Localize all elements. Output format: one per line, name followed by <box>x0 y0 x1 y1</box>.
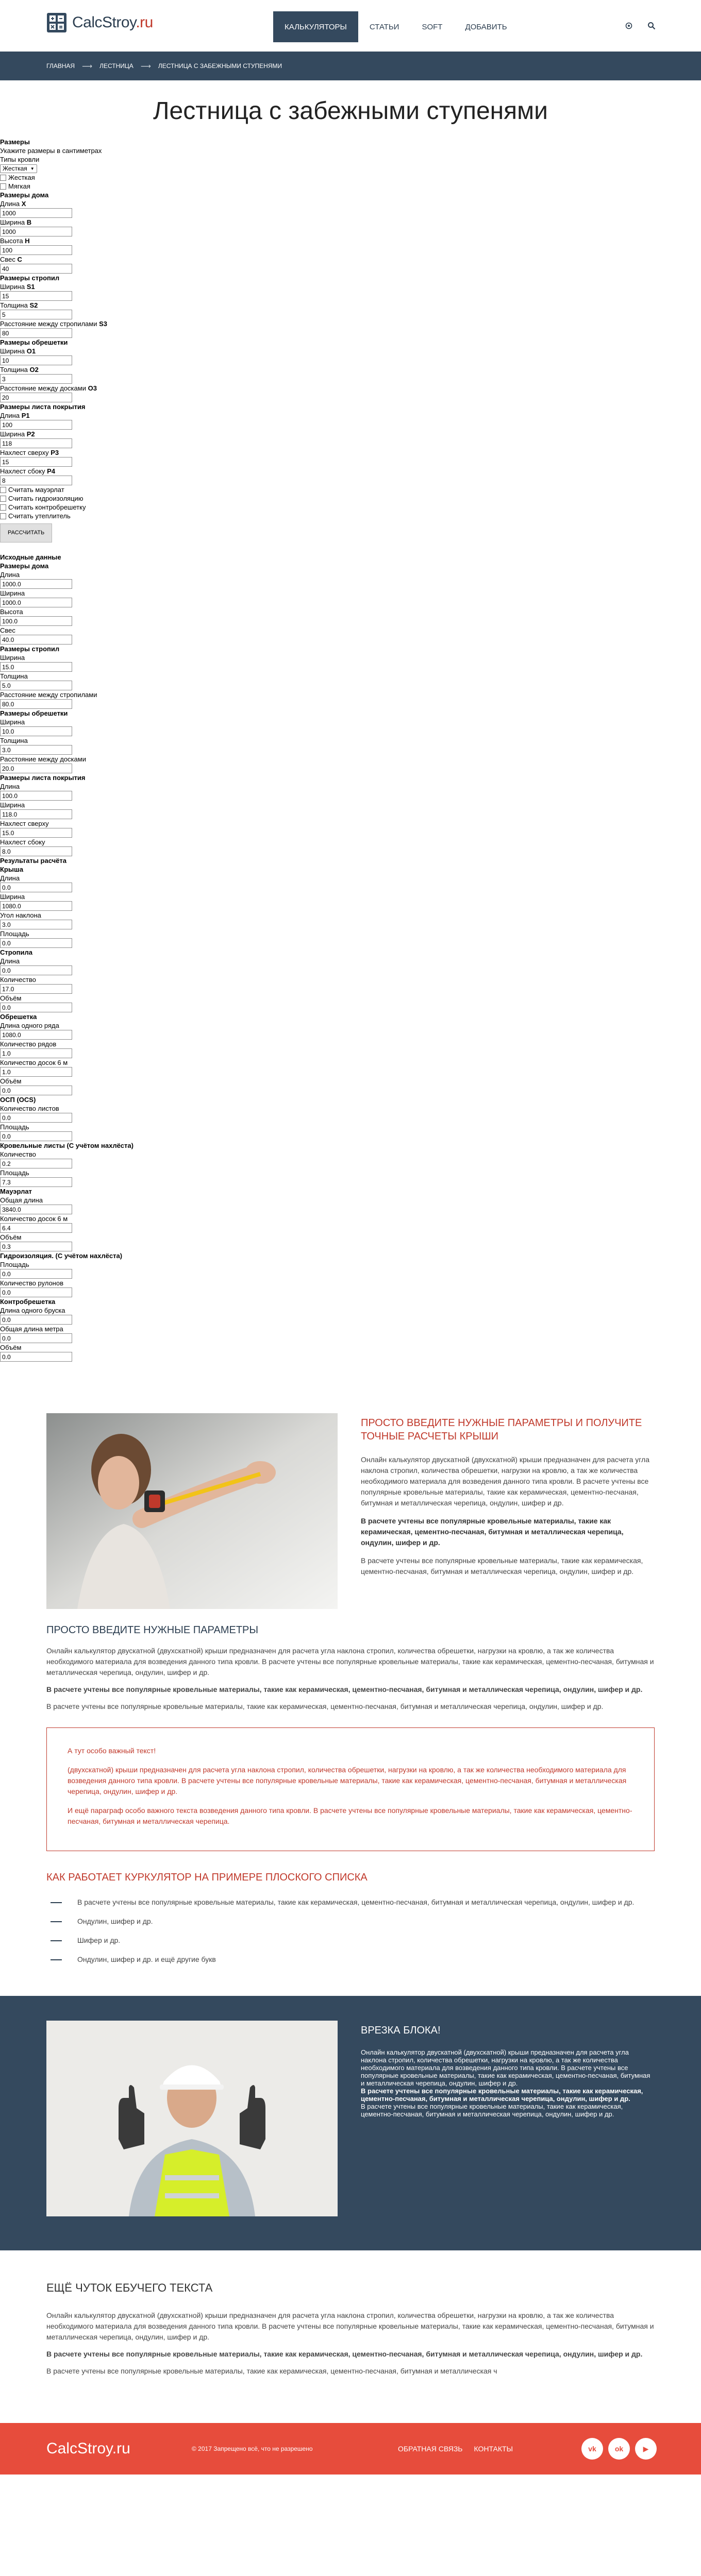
social-links <box>581 2438 657 2460</box>
roof-check-label: Жесткая <box>8 174 35 181</box>
result-value[interactable] <box>0 662 72 672</box>
calculator-form <box>0 138 701 1362</box>
result-value[interactable] <box>0 579 72 589</box>
option-checkbox[interactable] <box>0 503 701 512</box>
copyright: © 2017 Запрещено всё, что не разрешено <box>192 2445 313 2452</box>
important-note <box>46 1727 655 1851</box>
checkbox[interactable] <box>0 175 6 181</box>
number-input[interactable] <box>0 310 72 319</box>
roof-check-hard[interactable] <box>0 173 701 182</box>
feature-heading: ПРОСТО ВВЕДИТЕ НУЖНЫЕ ПАРАМЕТРЫ И ПОЛУЧИТЕ ТОЧНЫЕ РАСЧЕТЫ КРЫШИ <box>361 1417 642 1442</box>
arrow-right-icon: ⟶ <box>140 61 151 70</box>
field-code: P3 <box>51 449 59 456</box>
result-label: Толщина <box>0 672 28 680</box>
insert-paragraph: Онлайн калькулятор двускатной (двухскатной) крыши предназначен для расчета угла наклона стропил, количества обрешетки, нагрузки на кровлю, а так же количества необходимого материала для возведения данного типа кровли. В расчете учтены все популярные кровельные материалы, такие как керамическая, цементно-песчаная, битумная и металлическая черепица, ондулин, шифер и др. <box>361 2048 650 2087</box>
result-label: Угол наклона <box>0 911 41 919</box>
block-bold-text: В расчете учтены все популярные кровельные материалы, такие как керамическая, цементно-песчаная, битумная и металлическая черепица, ондулин, шифер и др. <box>46 1685 643 1693</box>
result-label: Объём <box>0 1344 22 1351</box>
result-value[interactable] <box>0 1269 72 1279</box>
field-label-text: Нахлест сбоку <box>0 467 45 475</box>
field-label <box>0 282 701 291</box>
result-value[interactable] <box>0 699 72 709</box>
woman-measuring-image <box>46 1413 338 1609</box>
rafter-fields <box>0 282 701 338</box>
number-input[interactable] <box>0 208 72 218</box>
field-label <box>0 199 701 208</box>
breadcrumb <box>0 52 701 80</box>
result-label: Расстояние между досками <box>0 755 86 763</box>
sizes-heading: Размеры <box>0 138 30 146</box>
results <box>0 553 701 1362</box>
result-label: Длина <box>0 783 20 790</box>
block-heading: ПРОСТО ВВЕДИТЕ НУЖНЫЕ ПАРАМЕТРЫ <box>46 1624 259 1636</box>
field-code: O1 <box>26 347 36 355</box>
field-code: P2 <box>26 430 35 438</box>
result-value[interactable] <box>0 1067 72 1077</box>
field-label-text: Длина <box>0 200 20 208</box>
number-input[interactable] <box>0 374 72 384</box>
result-value[interactable] <box>0 938 72 948</box>
result-value[interactable] <box>0 598 72 607</box>
worker-thumbs-up-image <box>46 2021 338 2216</box>
result-value[interactable] <box>0 984 72 994</box>
field-label <box>0 448 701 457</box>
list-item: Ондулин, шифер и др. <box>77 1916 655 1927</box>
extra-paragraph: В расчете учтены все популярные кровельные материалы, такие как керамическая, цементно-песчаная, битумная и металлическая ч <box>46 2367 497 2375</box>
input-data-heading: Исходные данные <box>0 553 61 561</box>
option-label: Считать утеплитель <box>8 512 71 520</box>
field-label <box>0 236 701 245</box>
roof-type-select[interactable] <box>0 164 37 173</box>
result-group-heading: Контробрешетка <box>0 1298 56 1306</box>
option-label: Считать контробрешетку <box>8 503 86 511</box>
field-label-text: Расстояние между досками <box>0 384 86 392</box>
lath-sizes-heading: Размеры обрешетки <box>0 338 68 346</box>
sheet-fields <box>0 411 701 485</box>
field-code: H <box>25 237 30 245</box>
roof-check-soft[interactable] <box>0 182 701 191</box>
result-value[interactable] <box>0 1352 72 1362</box>
checkbox[interactable] <box>0 487 6 493</box>
result-label: Объём <box>0 1077 22 1085</box>
search-icon[interactable] <box>647 22 656 30</box>
result-group-heading: Мауэрлат <box>0 1188 32 1195</box>
input-groups <box>0 562 701 856</box>
field-code: S2 <box>29 301 38 309</box>
bullet-list <box>0 1897 701 1965</box>
result-value[interactable] <box>0 681 72 690</box>
page-title: Лестница с забежными ступенями <box>153 97 548 125</box>
arrow-right-icon: ⟶ <box>82 61 93 70</box>
result-value[interactable] <box>0 1333 72 1343</box>
breadcrumb-home[interactable]: ГЛАВНАЯ <box>46 62 75 70</box>
odnoklassniki-icon[interactable]: ok <box>608 2438 630 2460</box>
field-code: S3 <box>99 320 108 328</box>
field-code: P4 <box>47 467 56 475</box>
field-label-text: Длина <box>0 412 20 419</box>
field-label <box>0 365 701 374</box>
result-label: Нахлест сверху <box>0 820 49 827</box>
result-label: Длина одного ряда <box>0 1022 59 1029</box>
field-label <box>0 301 701 310</box>
result-group-heading: Размеры стропил <box>0 645 60 653</box>
result-label: Ширина <box>0 893 25 901</box>
roof-type-value: Жесткая <box>3 165 27 172</box>
sheet-sizes-heading: Размеры листа покрытия <box>0 403 86 411</box>
nav-soft[interactable]: SOFT <box>422 22 443 31</box>
result-label: Количество досок 6 м <box>0 1215 68 1223</box>
field-label <box>0 430 701 438</box>
result-value[interactable] <box>0 1287 72 1297</box>
number-input[interactable] <box>0 393 72 402</box>
extra-bold-text: В расчете учтены все популярные кровельные материалы, такие как керамическая, цементно-песчаная, битумная и металлическая черепица, ондулин, шифер и др. <box>46 2350 643 2358</box>
note-paragraph: (двухскатной) крыши предназначен для расчета угла наклона стропил, количества обрешетки, нагрузки на кровлю, а так же количества необходимого материала для возведения данного типа кровли. В расчете учтены все популярные кровельные материалы, такие как керамическая, цементно-песчаная, битумная и металлическая черепица, ондулин, шифер и др. <box>68 1766 627 1795</box>
result-label: Количество досок 6 м <box>0 1059 68 1066</box>
field-code: C <box>17 256 22 263</box>
field-code: P1 <box>21 412 30 419</box>
result-label: Ширина <box>0 801 25 809</box>
footer-logo[interactable]: CalcStroy.ru <box>46 2440 130 2457</box>
result-label: Количество рядов <box>0 1040 57 1048</box>
field-label <box>0 411 701 420</box>
result-label: Длина <box>0 957 20 965</box>
feature-section <box>0 1413 701 1609</box>
nav-articles[interactable]: СТАТЬИ <box>369 22 399 31</box>
result-value[interactable] <box>0 726 72 736</box>
field-label-text: Толщина <box>0 366 28 374</box>
field-code: X <box>21 200 26 208</box>
result-group-heading: Размеры листа покрытия <box>0 774 86 782</box>
logo-name: CalcStroy <box>72 14 136 31</box>
youtube-icon[interactable]: ▶ <box>635 2438 657 2460</box>
feedback-link[interactable]: ОБРАТНАЯ СВЯЗЬ <box>398 2445 463 2453</box>
field-label-text: Ширина <box>0 347 25 355</box>
field-code: O2 <box>29 366 39 374</box>
option-checkboxes <box>0 485 701 520</box>
result-value[interactable] <box>0 791 72 801</box>
insert-paragraph-bold <box>361 2087 655 2103</box>
result-value[interactable] <box>0 1048 72 1058</box>
feature-text <box>361 1413 655 1609</box>
feature-paragraph-bold <box>361 1516 655 1548</box>
footer-links <box>398 2445 513 2453</box>
result-group-heading: Размеры обрешетки <box>0 709 68 717</box>
result-value[interactable] <box>0 616 72 626</box>
number-input[interactable] <box>0 227 72 236</box>
number-input[interactable] <box>0 355 72 365</box>
chevron-down-icon: ▼ <box>30 166 35 171</box>
logo-tld: .ru <box>136 14 153 31</box>
breadcrumb-current: ЛЕСТНИЦА С ЗАБЕЖНЫМИ СТУПЕНЯМИ <box>158 62 282 70</box>
result-label: Толщина <box>0 737 28 744</box>
result-label: Длина одного бруска <box>0 1307 65 1314</box>
roof-check-label: Мягкая <box>8 182 30 190</box>
result-value[interactable] <box>0 901 72 911</box>
option-checkbox[interactable] <box>0 494 701 503</box>
result-label: Количество <box>0 976 36 984</box>
result-value[interactable] <box>0 1177 72 1187</box>
nav-calculators[interactable]: КАЛЬКУЛЯТОРЫ <box>273 11 358 42</box>
result-value[interactable] <box>0 1223 72 1233</box>
number-input[interactable] <box>0 245 72 255</box>
field-label <box>0 255 701 264</box>
result-value[interactable] <box>0 1159 72 1168</box>
field-label-text: Толщина <box>0 301 28 309</box>
field-code: S1 <box>26 283 35 291</box>
result-label: Объём <box>0 1233 22 1241</box>
extra-paragraph: Онлайн калькулятор двускатной (двухскатной) крыши предназначен для расчета угла наклона стропил, количества обрешетки, нагрузки на кровлю, а так же количества необходимого материала для возведения данного типа кровли. В расчете учтены все популярные кровельные материалы, такие как керамическая, цементно-песчаная, битумная и металлическая черепица, ондулин, шифер и др. <box>46 2311 654 2341</box>
breadcrumb-stairs[interactable]: ЛЕСТНИЦА <box>99 62 133 70</box>
vk-icon[interactable]: vk <box>581 2438 603 2460</box>
house-fields <box>0 199 701 274</box>
field-label-text: Нахлест сверху <box>0 449 49 456</box>
insert-paragraph: В расчете учтены все популярные кровельные материалы, такие как керамическая, цементно-песчаная, битумная и металлическая черепица, ондулин, шифер и др. <box>361 2103 623 2118</box>
result-label: Нахлест сбоку <box>0 838 45 846</box>
calculate-button[interactable]: РАССЧИТАТЬ <box>0 523 52 543</box>
result-group-heading: Размеры дома <box>0 562 49 570</box>
result-label: Количество листов <box>0 1105 59 1112</box>
result-label: Площадь <box>0 1123 29 1131</box>
result-value[interactable] <box>0 1113 72 1123</box>
result-label: Общая длина метра <box>0 1325 63 1333</box>
calculator-icon <box>46 12 67 33</box>
feature-paragraph: В расчете учтены все популярные кровельные материалы, такие как керамическая, цементно-песчаная, битумная и металлическая черепица, ондулин, шифер и др. <box>361 1556 643 1575</box>
number-input[interactable] <box>0 328 72 338</box>
user-icon[interactable] <box>625 22 633 30</box>
main-nav <box>273 11 519 42</box>
checkbox[interactable] <box>0 513 6 519</box>
extra-heading: ЕЩЁ ЧУТОК ЕБУЧЕГО ТЕКСТА <box>46 2281 213 2294</box>
number-input[interactable] <box>0 438 72 448</box>
block-paragraph: Онлайн калькулятор двускатной (двухскатной) крыши предназначен для расчета угла наклона стропил, количества обрешетки, нагрузки на кровлю, а так же количества необходимого материала для возведения данного типа кровли. В расчете учтены все популярные кровельные материалы, такие как керамическая, цементно-песчаная, битумная и металлическая черепица, ондулин, шифер и др. <box>46 1647 654 1676</box>
result-label: Длина <box>0 874 20 882</box>
list-item: Шифер и др. <box>77 1935 655 1946</box>
result-value[interactable] <box>0 1131 72 1141</box>
result-value[interactable] <box>0 635 72 645</box>
result-label: Площадь <box>0 1261 29 1268</box>
field-label-text: Ширина <box>0 430 25 438</box>
result-value[interactable] <box>0 1315 72 1325</box>
lath-fields <box>0 347 701 402</box>
field-label-text: Ширина <box>0 218 25 226</box>
result-label: Общая длина <box>0 1196 43 1204</box>
option-label: Считать мауэрлат <box>8 486 64 494</box>
checkbox[interactable] <box>0 183 6 190</box>
result-label: Количество рулонов <box>0 1279 63 1287</box>
result-label: Расстояние между стропилами <box>0 691 97 699</box>
field-label <box>0 319 701 328</box>
site-logo[interactable] <box>46 12 153 33</box>
number-input[interactable] <box>0 457 72 467</box>
checkbox[interactable] <box>0 496 6 502</box>
block-paragraph: В расчете учтены все популярные кровельные материалы, такие как керамическая, цементно-песчаная, битумная и металлическая черепица, ондулин, шифер и др. <box>46 1702 604 1710</box>
roof-types-label: Типы кровли <box>0 156 40 163</box>
result-label: Площадь <box>0 930 29 938</box>
rafter-sizes-heading: Размеры стропил <box>0 274 60 282</box>
calc-groups <box>0 865 701 1362</box>
field-code: B <box>26 218 32 226</box>
result-label: Объём <box>0 994 22 1002</box>
field-label <box>0 347 701 355</box>
result-group-heading: Крыша <box>0 866 24 873</box>
result-label: Длина <box>0 571 20 579</box>
field-label <box>0 467 701 476</box>
result-label: Свес <box>0 626 15 634</box>
result-label: Ширина <box>0 654 25 662</box>
site-header <box>0 0 701 52</box>
field-code: O3 <box>88 384 97 392</box>
note-paragraph: И ещё параграф особо важного текста возведения данного типа кровли. В расчете учтены все популярные кровельные материалы, такие как керамическая, цементно-песчаная, битумная и металлическая черепица. <box>68 1806 632 1825</box>
result-label: Ширина <box>0 589 25 597</box>
result-value[interactable] <box>0 1086 72 1095</box>
insert-heading: ВРЕЗКА БЛОКА! <box>361 2025 441 2036</box>
result-group-heading: ОСП (OCS) <box>0 1096 36 1104</box>
field-label-text: Высота <box>0 237 23 245</box>
text-block <box>0 1624 701 1712</box>
field-label-text: Ширина <box>0 283 25 291</box>
result-value[interactable] <box>0 1205 72 1214</box>
number-input[interactable] <box>0 420 72 430</box>
sizes-hint: Укажите размеры в сантиметрах <box>0 147 102 155</box>
list-item: Ондулин, шифер и др. и ещё другие букв <box>77 1954 655 1965</box>
result-value[interactable] <box>0 883 72 892</box>
result-value[interactable] <box>0 1003 72 1012</box>
option-checkbox[interactable] <box>0 512 701 520</box>
option-checkbox[interactable] <box>0 485 701 494</box>
insert-bold-text: В расчете учтены все популярные кровельные материалы, такие как керамическая, цементно-песчаная, битумная и металлическая черепица, ондулин, шифер и др. <box>361 2087 643 2103</box>
result-group-heading: Стропила <box>0 948 32 956</box>
insert-text <box>361 2021 655 2216</box>
result-label: Высота <box>0 608 23 616</box>
list-item: В расчете учтены все популярные кровельные материалы, такие как керамическая, цементно-песчаная, битумная и металлическая черепица, ондулин, шифер и др. <box>77 1897 655 1908</box>
calc-results-heading: Результаты расчёта <box>0 857 66 865</box>
insert-block <box>0 1996 701 2250</box>
result-value[interactable] <box>0 809 72 819</box>
extra-block <box>0 2310 701 2377</box>
field-label <box>0 384 701 393</box>
feature-paragraph: Онлайн калькулятор двускатной (двухскатной) крыши предназначен для расчета угла наклона стропил, количества обрешетки, нагрузки на кровлю, а так же количества необходимого материала для возведения данного типа кровли. В расчете учтены все популярные кровельные материалы, такие как керамическая, цементно-песчаная, битумная и металлическая черепица, ондулин, шифер и др. <box>361 1455 649 1507</box>
note-paragraph: А тут особо важный текст! <box>68 1747 156 1755</box>
logo-text <box>72 14 153 31</box>
number-input[interactable] <box>0 291 72 301</box>
number-input[interactable] <box>0 264 72 274</box>
result-group-heading: Обрешетка <box>0 1013 37 1021</box>
result-value[interactable] <box>0 745 72 755</box>
result-label: Площадь <box>0 1169 29 1177</box>
result-value[interactable] <box>0 764 72 773</box>
contacts-link[interactable]: КОНТАКТЫ <box>474 2445 513 2453</box>
checkbox[interactable] <box>0 504 6 511</box>
block-paragraph-bold <box>46 1684 655 1695</box>
site-footer <box>0 2423 701 2475</box>
result-value[interactable] <box>0 965 72 975</box>
result-label: Ширина <box>0 718 25 726</box>
field-label-text: Свес <box>0 256 15 263</box>
field-label-text: Расстояние между стропилами <box>0 320 97 328</box>
number-input[interactable] <box>0 476 72 485</box>
nav-add[interactable]: ДОБАВИТЬ <box>465 22 507 31</box>
result-value[interactable] <box>0 1242 72 1251</box>
feature-bold-text: В расчете учтены все популярные кровельные материалы, такие как керамическая, цементно-песчаная, битумная и металлическая черепица, ондулин, шифер и др. <box>361 1517 624 1547</box>
result-value[interactable] <box>0 828 72 838</box>
option-label: Считать гидроизоляцию <box>8 495 84 502</box>
result-group-heading: Кровельные листы (С учётом нахлёста) <box>0 1142 133 1149</box>
result-group-heading: Гидроизоляция. (С учётом нахлёста) <box>0 1252 123 1260</box>
extra-paragraph-bold <box>46 2349 655 2360</box>
field-label <box>0 218 701 227</box>
result-label: Количество <box>0 1150 36 1158</box>
result-value[interactable] <box>0 1030 72 1040</box>
result-value[interactable] <box>0 920 72 929</box>
house-sizes-heading: Размеры дома <box>0 191 49 199</box>
list-heading: КАК РАБОТАЕТ КУРКУЛЯТОР НА ПРИМЕРЕ ПЛОСКОГО СПИСКА <box>46 1872 368 1883</box>
result-value[interactable] <box>0 846 72 856</box>
